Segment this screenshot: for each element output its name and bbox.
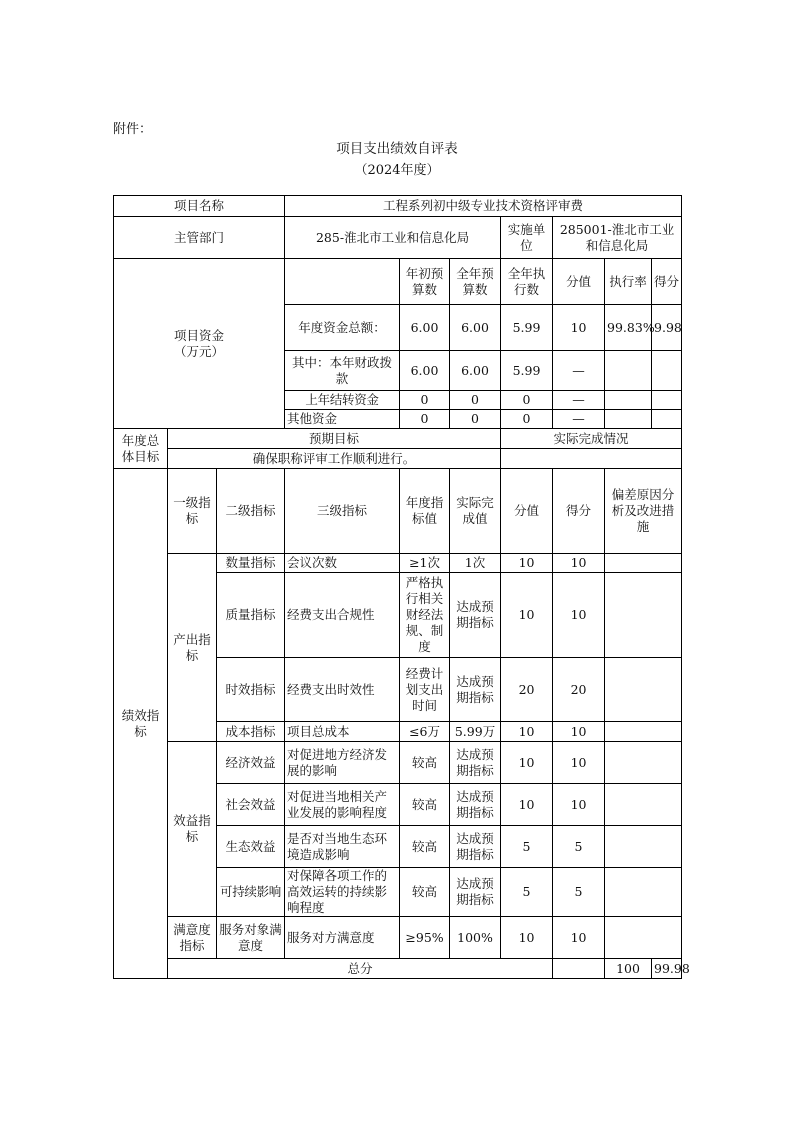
perf-header-level1: 一级指标: [168, 469, 217, 554]
funds-row-score: [652, 351, 682, 391]
funds-row-annual: 6.00: [450, 351, 501, 391]
perf-score: 10: [553, 917, 605, 959]
funds-row-score-value: 10: [553, 305, 605, 351]
perf-level3: 是否对当地生态环境造成影响: [285, 826, 400, 868]
output-label: 产出指标: [168, 554, 217, 742]
total-blank: [553, 959, 605, 979]
perf-score: 10: [553, 742, 605, 784]
perf-target: 经费计划支出时间: [400, 658, 450, 722]
perf-score-value: 10: [501, 784, 553, 826]
perf-actual: 5.99万: [450, 722, 501, 742]
perf-deviation: [605, 826, 682, 868]
funds-header-rate: 执行率: [605, 259, 652, 305]
goals-header-row: [114, 429, 682, 449]
perf-deviation: [605, 658, 682, 722]
funds-label-cell: [114, 259, 285, 429]
funds-row-score: 9.98: [652, 305, 682, 351]
perf-row: [114, 554, 682, 573]
perf-level2: 时效指标: [217, 658, 285, 722]
perf-actual: 达成预期指标: [450, 868, 501, 917]
perf-header-row: [114, 469, 682, 554]
total-score-value: 100: [605, 959, 652, 979]
perf-actual: 达成预期指标: [450, 742, 501, 784]
perf-score: 20: [553, 658, 605, 722]
perf-level3: 经费支出合规性: [285, 573, 400, 658]
perf-score: 10: [553, 573, 605, 658]
funds-row-executed: 0: [501, 410, 553, 429]
funds-corner: [285, 259, 400, 305]
perf-level3: 对促进当地相关产业发展的影响程度: [285, 784, 400, 826]
funds-row-rate: [605, 391, 652, 410]
perf-row: [114, 742, 682, 784]
funds-row-executed: 5.99: [501, 351, 553, 391]
form-year: （2024年度）: [354, 163, 440, 178]
perf-level2: 质量指标: [217, 573, 285, 658]
evaluation-table: [113, 195, 690, 979]
goals-label: 年度总体目标: [114, 429, 168, 469]
perf-target: ≥1次: [400, 554, 450, 573]
perf-row: [114, 917, 682, 959]
funds-row-initial: 0: [400, 391, 450, 410]
funds-row-executed: 5.99: [501, 305, 553, 351]
funds-row-rate: [605, 410, 652, 429]
perf-score-value: 10: [501, 573, 553, 658]
funds-label: 项目资金: [174, 327, 225, 343]
performance-label: 绩效指标: [114, 469, 168, 979]
perf-score-value: 10: [501, 722, 553, 742]
benefit-label: 效益指标: [168, 742, 217, 917]
funds-row-initial: 0: [400, 410, 450, 429]
perf-deviation: [605, 917, 682, 959]
perf-header-level2: 二级指标: [217, 469, 285, 554]
perf-level3: 会议次数: [285, 554, 400, 573]
impl-value: 285001-淮北市工业和信息化局: [553, 217, 682, 259]
funds-row-annual: 6.00: [450, 305, 501, 351]
perf-header-score-value: 分值: [501, 469, 553, 554]
funds-row-score-value: —: [553, 351, 605, 391]
perf-actual: 达成预期指标: [450, 573, 501, 658]
funds-row-rate: [605, 351, 652, 391]
perf-actual: 达成预期指标: [450, 658, 501, 722]
perf-level2: 经济效益: [217, 742, 285, 784]
perf-header-deviation: 偏差原因分析及改进措施: [605, 469, 682, 554]
perf-deviation: [605, 742, 682, 784]
funds-row-score: [652, 391, 682, 410]
funds-header-score: 得分: [652, 259, 682, 305]
perf-deviation: [605, 784, 682, 826]
funds-row-name: 年度资金总额：: [285, 305, 400, 351]
perf-score-value: 20: [501, 658, 553, 722]
goals-row: [114, 449, 682, 469]
funds-row-name: 上年结转资金: [285, 391, 400, 410]
perf-target: 较高: [400, 742, 450, 784]
perf-level3: 对保障各项工作的高效运转的持续影响程度: [285, 868, 400, 917]
funds-row-name: 其中：本年财政拨款: [285, 351, 400, 391]
form-title: 项目支出绩效自评表: [336, 141, 458, 157]
perf-score-value: 5: [501, 868, 553, 917]
funds-header-executed: 全年执行数: [501, 259, 553, 305]
funds-row-score-value: —: [553, 391, 605, 410]
funds-row-initial: 6.00: [400, 351, 450, 391]
perf-actual: 达成预期指标: [450, 826, 501, 868]
dept-value: 285-淮北市工业和信息化局: [285, 217, 501, 259]
perf-level2: 服务对象满意度: [217, 917, 285, 959]
perf-score: 10: [553, 722, 605, 742]
perf-actual: 达成预期指标: [450, 784, 501, 826]
perf-target: ≤6万: [400, 722, 450, 742]
perf-score-value: 10: [501, 917, 553, 959]
perf-target: 较高: [400, 826, 450, 868]
funds-row-score-value: —: [553, 410, 605, 429]
project-name-row: [114, 196, 682, 217]
funds-header-annual: 全年预算数: [450, 259, 501, 305]
perf-level2: 可持续影响: [217, 868, 285, 917]
funds-row-annual: 0: [450, 391, 501, 410]
perf-level2: 社会效益: [217, 784, 285, 826]
goals-expected: 确保职称评审工作顺利进行。: [168, 449, 501, 469]
perf-level2: 生态效益: [217, 826, 285, 868]
perf-deviation: [605, 573, 682, 658]
attachment-label: 附件：: [113, 122, 153, 137]
funds-row-annual: 0: [450, 410, 501, 429]
perf-level2: 成本指标: [217, 722, 285, 742]
goals-expected-label: 预期目标: [168, 429, 501, 449]
funds-row-executed: 0: [501, 391, 553, 410]
perf-header-score: 得分: [553, 469, 605, 554]
perf-level3: 对促进地方经济发展的影响: [285, 742, 400, 784]
impl-label: 实施单位: [501, 217, 553, 259]
funds-row-initial: 6.00: [400, 305, 450, 351]
goals-actual: [501, 449, 682, 469]
perf-score: 10: [553, 554, 605, 573]
satisfaction-label: 满意度指标: [168, 917, 217, 959]
total-label: 总分: [168, 959, 553, 979]
perf-level2: 数量指标: [217, 554, 285, 573]
funds-header-row: [114, 259, 682, 305]
funds-row-rate: 99.83%: [605, 305, 652, 351]
perf-level3: 项目总成本: [285, 722, 400, 742]
perf-deviation: [605, 722, 682, 742]
perf-deviation: [605, 554, 682, 573]
perf-target: 严格执行相关财经法规、制度: [400, 573, 450, 658]
total-score: 99.98: [652, 959, 682, 979]
perf-score-value: 10: [501, 554, 553, 573]
perf-actual: 1次: [450, 554, 501, 573]
perf-score: 5: [553, 826, 605, 868]
perf-level3: 服务对方满意度: [285, 917, 400, 959]
perf-actual: 100%: [450, 917, 501, 959]
perf-header-target: 年度指标值: [400, 469, 450, 554]
goals-actual-label: 实际完成情况: [501, 429, 682, 449]
perf-header-actual: 实际完成值: [450, 469, 501, 554]
dept-label: 主管部门: [114, 217, 285, 259]
perf-score: 10: [553, 784, 605, 826]
funds-unit: （万元）: [174, 343, 225, 359]
dept-row: [114, 217, 682, 259]
funds-row-score: [652, 410, 682, 429]
perf-score-value: 10: [501, 742, 553, 784]
funds-row-name: 其他资金: [285, 410, 400, 429]
perf-score: 5: [553, 868, 605, 917]
funds-header-score-value: 分值: [553, 259, 605, 305]
funds-header-initial: 年初预算数: [400, 259, 450, 305]
perf-target: 较高: [400, 868, 450, 917]
perf-deviation: [605, 868, 682, 917]
project-name: 工程系列初中级专业技术资格评审费: [285, 196, 682, 217]
perf-score-value: 5: [501, 826, 553, 868]
total-row: [114, 959, 682, 979]
perf-header-level3: 三级指标: [285, 469, 400, 554]
perf-level3: 经费支出时效性: [285, 658, 400, 722]
perf-target: 较高: [400, 784, 450, 826]
perf-target: ≥95%: [400, 917, 450, 959]
project-name-label: 项目名称: [114, 196, 285, 217]
